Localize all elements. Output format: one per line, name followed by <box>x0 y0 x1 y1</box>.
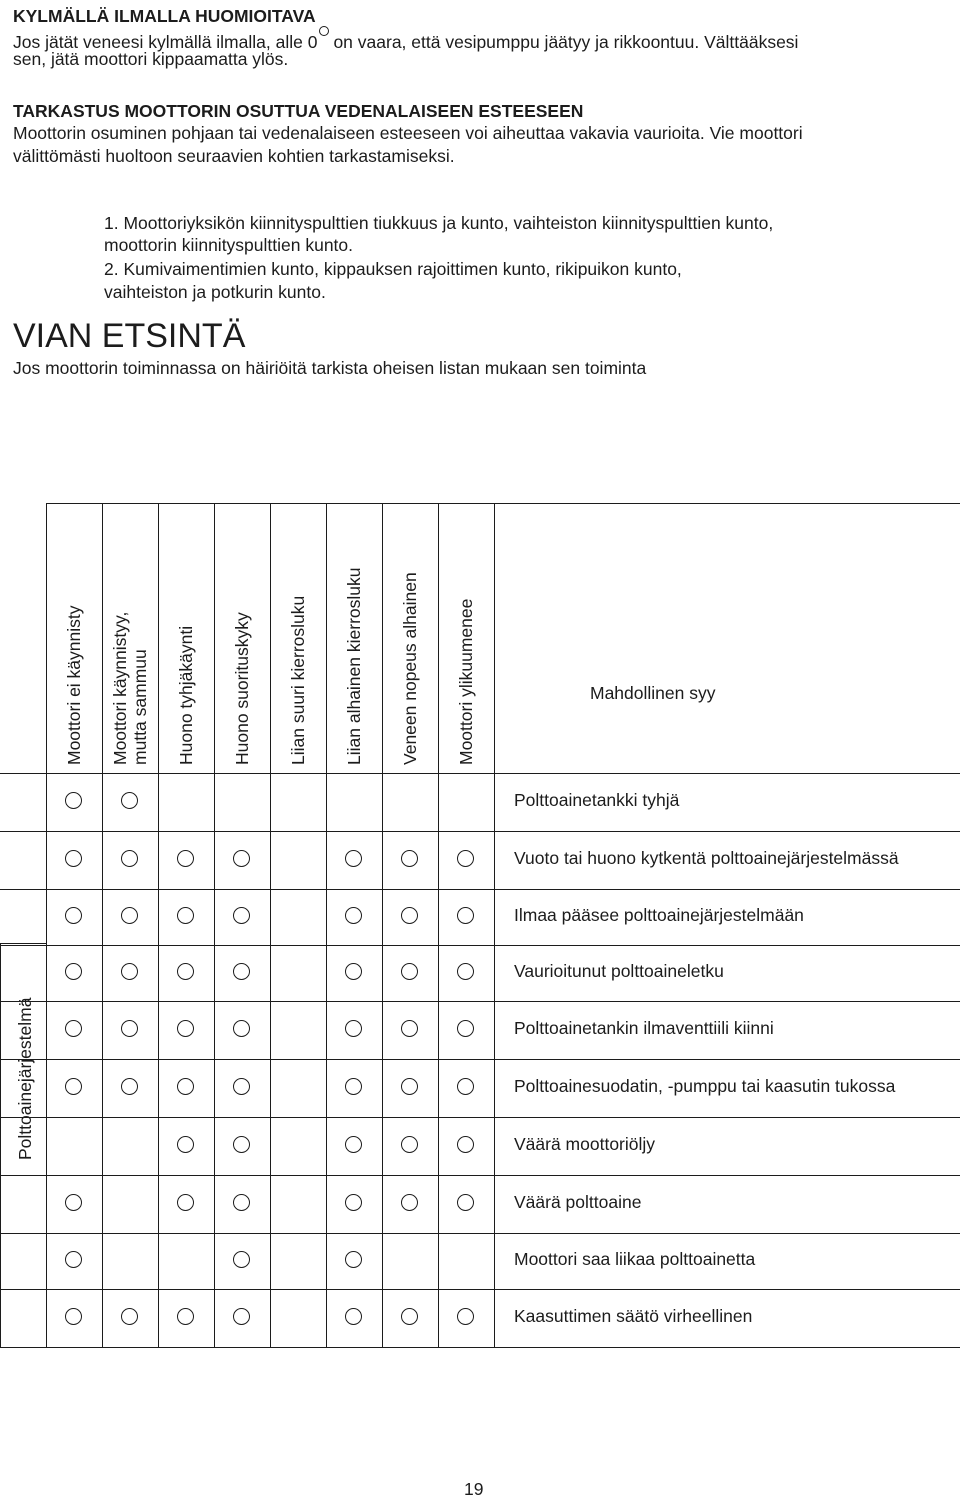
table-column-divider <box>438 503 439 1347</box>
symptom-header <box>104 505 150 765</box>
table-row-divider <box>0 1001 960 1002</box>
check-circle-icon <box>177 963 194 980</box>
check-circle-icon <box>401 850 418 867</box>
obstacle-check-title: TARKASTUS MOOTTORIN OSUTTUA VEDENALAISEEN ESTEESEEN <box>13 101 584 121</box>
symptom-header <box>48 505 84 765</box>
check-circle-icon <box>457 963 474 980</box>
check-circle-icon <box>177 1308 194 1325</box>
cause-text: Polttoainetankki tyhjä <box>514 790 680 810</box>
table-row-divider <box>0 945 960 946</box>
check-circle-icon <box>345 1308 362 1325</box>
check-circle-icon <box>457 1136 474 1153</box>
check-circle-icon <box>177 1020 194 1037</box>
symptom-header <box>216 505 252 765</box>
table-column-divider <box>158 503 159 1347</box>
symptom-header-line: Veneen nopeus alhainen <box>400 572 420 765</box>
check-circle-icon <box>457 907 474 924</box>
symptom-header-line: Liian alhainen kierrosluku <box>344 567 364 765</box>
check-circle-icon <box>121 792 138 809</box>
check-circle-icon <box>233 907 250 924</box>
check-circle-icon <box>233 963 250 980</box>
check-circle-icon <box>65 1078 82 1095</box>
symptom-header-line: Moottori käynnistyy, <box>110 611 130 765</box>
check-circle-icon <box>65 963 82 980</box>
cause-text: Kaasuttimen säätö virheellinen <box>514 1306 753 1326</box>
check-circle-icon <box>457 1194 474 1211</box>
symptom-header <box>160 505 196 765</box>
check-circle-icon <box>345 907 362 924</box>
group-column-top <box>0 943 46 944</box>
table-row-divider <box>0 831 960 832</box>
cause-column-header: Mahdollinen syy <box>590 683 716 703</box>
check-circle-icon <box>121 963 138 980</box>
check-circle-icon <box>233 1136 250 1153</box>
check-circle-icon <box>345 1020 362 1037</box>
cause-text: Väärä moottoriöljy <box>514 1134 656 1154</box>
check-circle-icon <box>345 1251 362 1268</box>
symptom-header <box>328 505 364 765</box>
table-column-divider <box>382 503 383 1347</box>
check-circle-icon <box>457 1078 474 1095</box>
check-circle-icon <box>65 1308 82 1325</box>
troubleshooting-title: VIAN ETSINTÄ <box>13 317 246 355</box>
table-top-border <box>46 503 960 504</box>
check-circle-icon <box>65 907 82 924</box>
check-circle-icon <box>401 963 418 980</box>
check-circle-icon <box>177 1078 194 1095</box>
check-circle-icon <box>121 1308 138 1325</box>
check-circle-icon <box>345 1136 362 1153</box>
table-row-divider <box>0 1289 960 1290</box>
check-circle-icon <box>233 1078 250 1095</box>
check-circle-icon <box>177 907 194 924</box>
check-circle-icon <box>233 1020 250 1037</box>
check-item-1-line1: 1. Moottoriyksikön kiinnityspulttien tiukkuus ja kunto, vaihteiston kiinnityspulttien kunto, <box>104 213 774 233</box>
table-row-divider <box>0 773 960 774</box>
check-circle-icon <box>345 963 362 980</box>
symptom-header-line: Moottori ei käynnisty <box>64 605 84 765</box>
table-row-divider <box>0 1233 960 1234</box>
check-circle-icon <box>345 1078 362 1095</box>
cold-weather-text-pre: Jos jätät veneesi kylmällä ilmalla, alle 0 <box>13 32 318 52</box>
cause-text: Ilmaa pääsee polttoainejärjestelmään <box>514 905 804 925</box>
check-circle-icon <box>121 850 138 867</box>
troubleshooting-intro: Jos moottorin toiminnassa on häiriöitä tarkista oheisen listan mukaan sen toiminta <box>13 358 647 378</box>
cold-weather-text-post: on vaara, että vesipumppu jäätyy ja rikkoontuu. Välttääksesi <box>333 32 799 52</box>
symptom-header-line: Liian suuri kierrosluku <box>288 595 308 765</box>
symptom-header-line: Huono suorituskyky <box>232 612 252 765</box>
check-circle-icon <box>345 1194 362 1211</box>
degree-symbol <box>319 26 329 36</box>
symptom-header <box>272 505 308 765</box>
cold-weather-text-line2: sen, jätä moottori kippaamatta ylös. <box>13 49 289 69</box>
check-circle-icon <box>177 1136 194 1153</box>
table-row-divider <box>0 1059 960 1060</box>
check-circle-icon <box>65 792 82 809</box>
table-column-divider <box>214 503 215 1347</box>
check-circle-icon <box>65 850 82 867</box>
check-circle-icon <box>121 907 138 924</box>
check-circle-icon <box>121 1020 138 1037</box>
check-circle-icon <box>457 1020 474 1037</box>
check-circle-icon <box>177 850 194 867</box>
cause-text: Polttoainesuodatin, -pumppu tai kaasutin tukossa <box>514 1076 896 1096</box>
table-column-divider <box>326 503 327 1347</box>
cause-text: Moottori saa liikaa polttoainetta <box>514 1249 756 1269</box>
table-column-divider <box>102 503 103 1347</box>
check-item-2-line1: 2. Kumivaimentimien kunto, kippauksen rajoittimen kunto, rikipuikon kunto, <box>104 259 682 279</box>
check-circle-icon <box>65 1020 82 1037</box>
check-circle-icon <box>401 1194 418 1211</box>
obstacle-check-line2: välittömästi huoltoon seuraavien kohtien tarkastamiseksi. <box>13 146 455 166</box>
table-row-divider <box>0 1117 960 1118</box>
page-number: 19 <box>464 1479 484 1499</box>
cause-text: Vaurioitunut polttoaineletku <box>514 961 724 981</box>
check-item-1-line2: moottorin kiinnityspulttien kunto. <box>104 235 354 255</box>
check-item-2-line2: vaihteiston ja potkurin kunto. <box>104 282 326 302</box>
check-circle-icon <box>401 907 418 924</box>
group-label-fuel-system: Polttoainejärjestelmä <box>15 997 35 1160</box>
check-circle-icon <box>401 1078 418 1095</box>
check-circle-icon <box>121 1078 138 1095</box>
check-circle-icon <box>345 850 362 867</box>
cold-weather-title: KYLMÄLLÄ ILMALLA HUOMIOITAVA <box>13 6 316 26</box>
check-circle-icon <box>457 1308 474 1325</box>
check-circle-icon <box>177 1194 194 1211</box>
table-column-divider <box>270 503 271 1347</box>
group-column-border <box>0 943 1 1347</box>
symptom-header-line: mutta sammuu <box>130 649 150 765</box>
check-circle-icon <box>233 1194 250 1211</box>
table-row-divider <box>0 1175 960 1176</box>
table-column-divider <box>46 503 47 1347</box>
obstacle-check-line1: Moottorin osuminen pohjaan tai vedenalaiseen esteeseen voi aiheuttaa vakavia vaurioita. Vie moottori <box>13 123 803 143</box>
check-circle-icon <box>65 1251 82 1268</box>
symptom-header-line: Moottori ylikuumenee <box>456 598 476 765</box>
check-circle-icon <box>233 1251 250 1268</box>
check-circle-icon <box>401 1020 418 1037</box>
cause-text: Väärä polttoaine <box>514 1192 642 1212</box>
table-row-divider <box>0 889 960 890</box>
table-row-divider <box>0 1347 960 1348</box>
check-circle-icon <box>65 1194 82 1211</box>
symptom-header <box>440 505 476 765</box>
check-circle-icon <box>233 1308 250 1325</box>
symptom-header <box>384 505 420 765</box>
check-circle-icon <box>401 1308 418 1325</box>
symptom-header-line: Huono tyhjäkäynti <box>176 625 196 765</box>
cause-text: Vuoto tai huono kytkentä polttoainejärjestelmässä <box>514 848 899 868</box>
check-circle-icon <box>233 850 250 867</box>
table-column-divider <box>494 503 495 1347</box>
cause-text: Polttoainetankin ilmaventtiili kiinni <box>514 1018 774 1038</box>
check-circle-icon <box>401 1136 418 1153</box>
check-circle-icon <box>457 850 474 867</box>
